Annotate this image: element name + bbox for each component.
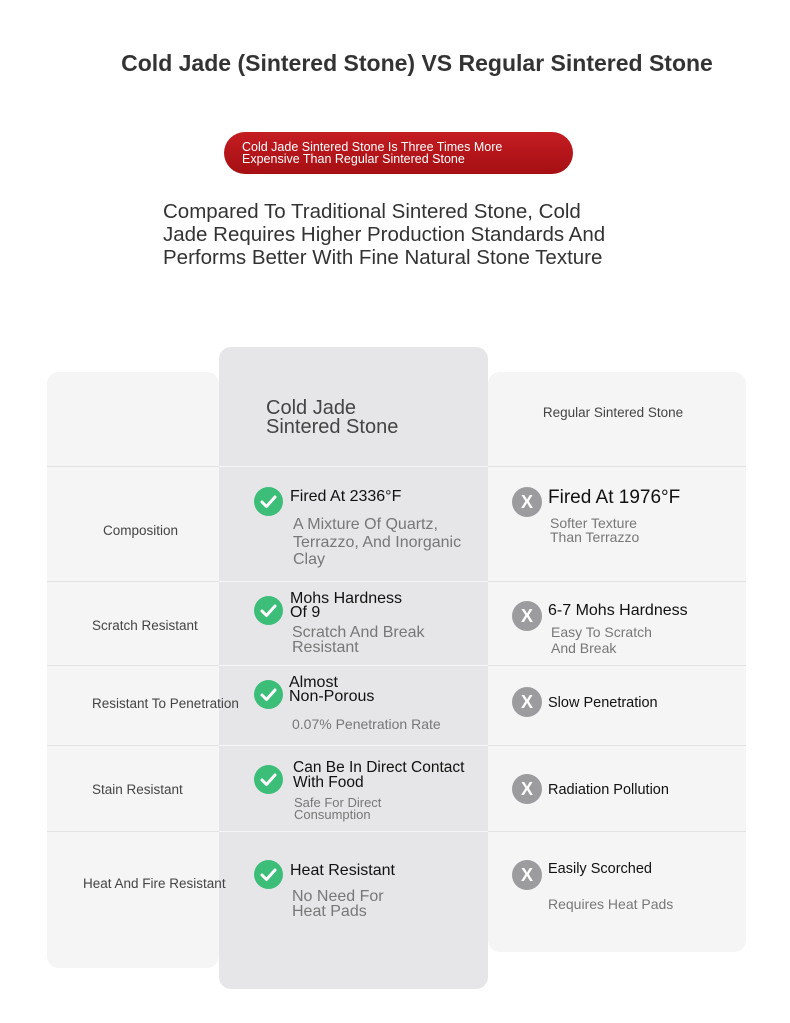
jade-composition-detail bbox=[293, 516, 461, 569]
jade-penetration-title-line: Non-Porous bbox=[289, 688, 375, 705]
intro-text bbox=[163, 200, 663, 269]
jade-scratch-title-line: Mohs Hardness bbox=[290, 590, 403, 607]
jade-stain-detail bbox=[294, 797, 381, 821]
row-divider bbox=[219, 665, 488, 666]
x-icon: X bbox=[512, 687, 542, 717]
intro-line-1: Compared To Traditional Sintered Stone, Cold bbox=[163, 200, 581, 223]
check-icon bbox=[254, 765, 283, 794]
regular-composition-detail-line: Than Terrazzo bbox=[550, 529, 640, 545]
row-divider bbox=[488, 831, 746, 832]
jade-composition-detail-line: A Mixture Of Quartz, bbox=[293, 516, 438, 533]
row-label-heat: Heat And Fire Resistant bbox=[83, 876, 226, 891]
regular-scratch-detail-line: Easy To Scratch bbox=[551, 624, 652, 640]
regular-scratch-title: 6-7 Mohs Hardness bbox=[548, 602, 688, 619]
jade-stain-detail-line: Consumption bbox=[294, 807, 371, 822]
cold-jade-header-line-2: Sintered Stone bbox=[266, 416, 399, 438]
intro-line-3: Performs Better With Fine Natural Stone Texture bbox=[163, 246, 603, 269]
jade-stain-title bbox=[293, 760, 464, 790]
regular-scratch-detail-line: And Break bbox=[551, 640, 617, 656]
row-divider bbox=[219, 466, 488, 467]
regular-heat-title: Easily Scorched bbox=[548, 861, 652, 877]
check-icon bbox=[254, 596, 283, 625]
x-icon: X bbox=[512, 601, 542, 631]
regular-scratch-detail bbox=[551, 624, 652, 656]
regular-composition-detail bbox=[550, 516, 639, 544]
row-divider bbox=[488, 581, 746, 582]
row-divider bbox=[219, 581, 488, 582]
x-icon: X bbox=[512, 774, 542, 804]
check-icon bbox=[254, 860, 283, 889]
cold-jade-header-line-1: Cold Jade bbox=[266, 397, 357, 419]
row-divider bbox=[488, 466, 746, 467]
regular-heat-detail: Requires Heat Pads bbox=[548, 896, 674, 912]
row-label-stain: Stain Resistant bbox=[92, 782, 183, 797]
row-divider bbox=[47, 745, 219, 746]
regular-header: Regular Sintered Stone bbox=[542, 405, 684, 420]
regular-penetration-title: Slow Penetration bbox=[548, 695, 658, 711]
row-divider bbox=[47, 581, 219, 582]
cold-jade-header bbox=[266, 399, 398, 437]
jade-penetration-detail: 0.07% Penetration Rate bbox=[292, 716, 441, 732]
row-divider bbox=[47, 466, 219, 467]
jade-heat-detail-line: No Need For bbox=[292, 888, 384, 905]
regular-composition-title: Fired At 1976°F bbox=[548, 487, 681, 508]
x-icon: X bbox=[512, 487, 542, 517]
row-divider bbox=[488, 745, 746, 746]
jade-composition-title: Fired At 2336°F bbox=[290, 488, 402, 505]
jade-heat-title: Heat Resistant bbox=[290, 862, 395, 879]
price-badge-line-2: Expensive Than Regular Sintered Stone bbox=[242, 152, 465, 166]
jade-stain-title-line: With Food bbox=[293, 774, 364, 791]
jade-scratch-detail-line: Scratch And Break bbox=[292, 624, 425, 641]
jade-penetration-title-line: Almost bbox=[289, 674, 338, 691]
page-title: Cold Jade (Sintered Stone) VS Regular Sintered Stone bbox=[121, 50, 713, 76]
row-divider bbox=[488, 665, 746, 666]
check-icon bbox=[254, 487, 283, 516]
row-label-composition: Composition bbox=[103, 523, 179, 538]
price-badge bbox=[224, 132, 573, 174]
jade-composition-detail-line: Clay bbox=[293, 551, 326, 568]
jade-heat-detail-line: Heat Pads bbox=[292, 903, 367, 920]
row-divider bbox=[47, 665, 219, 666]
jade-scratch-detail-line: Resistant bbox=[292, 639, 359, 656]
row-divider bbox=[219, 745, 488, 746]
jade-penetration-title bbox=[289, 676, 374, 704]
row-label-scratch: Scratch Resistant bbox=[92, 618, 198, 633]
jade-scratch-title bbox=[290, 592, 402, 620]
jade-stain-title-line: Can Be In Direct Contact bbox=[293, 759, 465, 776]
jade-composition-detail-line: Terrazzo, And Inorganic bbox=[293, 533, 462, 551]
row-divider bbox=[47, 831, 219, 832]
intro-line-2: Jade Requires Higher Production Standards And bbox=[163, 223, 606, 246]
jade-scratch-detail bbox=[292, 625, 425, 655]
regular-composition-detail-line: Softer Texture bbox=[550, 515, 637, 531]
row-divider bbox=[219, 831, 488, 832]
row-label-penetration: Resistant To Penetration bbox=[92, 696, 239, 711]
jade-stain-detail-line: Safe For Direct bbox=[294, 795, 382, 810]
jade-scratch-title-line: Of 9 bbox=[290, 604, 321, 621]
jade-heat-detail bbox=[292, 889, 384, 919]
x-icon: X bbox=[512, 860, 542, 890]
check-icon bbox=[254, 680, 283, 709]
price-badge-line-1: Cold Jade Sintered Stone Is Three Times More bbox=[242, 140, 503, 154]
regular-stain-title: Radiation Pollution bbox=[548, 782, 669, 798]
